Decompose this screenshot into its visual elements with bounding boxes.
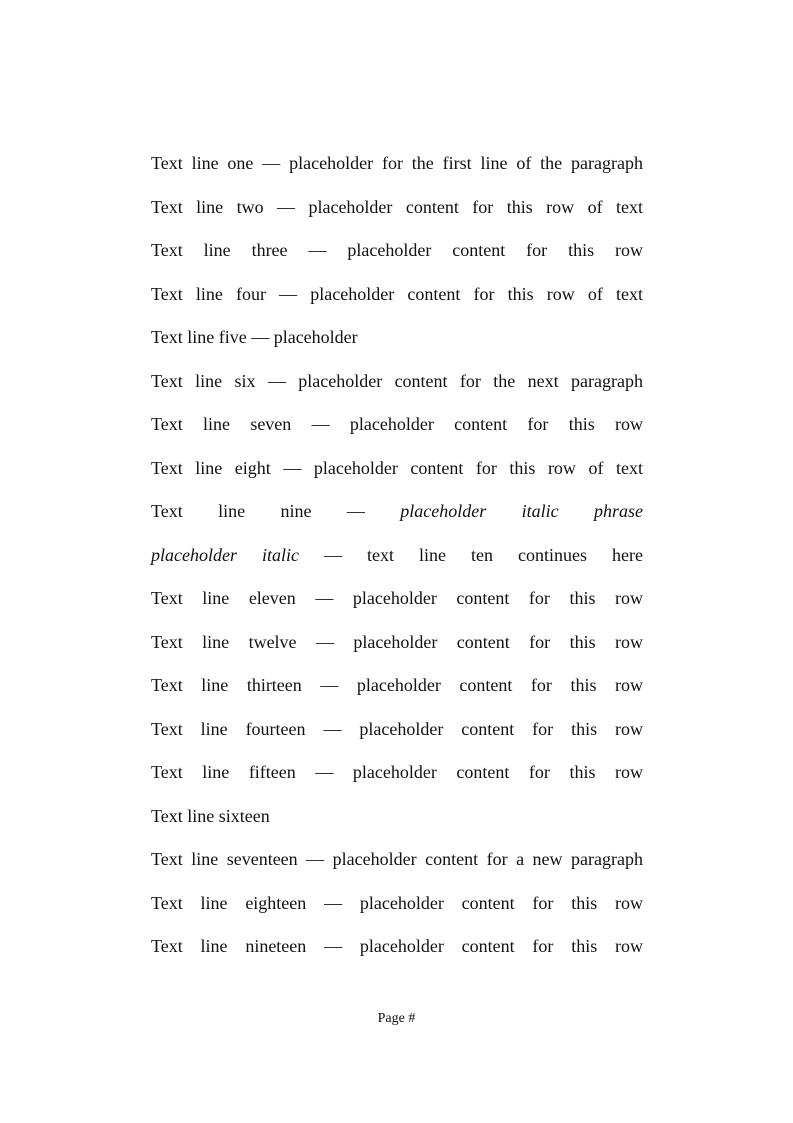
- text-line: [151, 150, 643, 176]
- text-line: [151, 194, 643, 220]
- text-segment: Text line eight — placeholder content for this row of text: [151, 457, 643, 478]
- text-line: [151, 716, 643, 742]
- text-line: [151, 542, 643, 568]
- text-segment: Text line seventeen — placeholder content for a new paragraph: [151, 849, 643, 869]
- text-line: [151, 890, 643, 916]
- text-line: [151, 672, 643, 698]
- text-segment: Text line one — placeholder for the first line of the paragraph: [151, 153, 643, 173]
- text-segment: — text line ten continues here: [298, 544, 643, 565]
- text-segment: Text line nineteen — placeholder content for this row: [151, 936, 643, 956]
- text-segment: Text line fourteen — placeholder content for this row: [151, 718, 643, 739]
- text-segment: Text line eleven — placeholder content for this row: [151, 588, 643, 608]
- text-segment: Text line thirteen — placeholder content for this row: [151, 675, 643, 695]
- page-number: Page #: [377, 1011, 416, 1026]
- text-line: [151, 368, 643, 394]
- text-line: [151, 803, 643, 829]
- text-line: [151, 455, 643, 481]
- text-segment: Text line three — placeholder content for this row: [151, 240, 643, 260]
- text-line: [151, 759, 643, 785]
- text-line: [151, 281, 643, 307]
- text-segment: Text line fifteen — placeholder content for this row: [151, 762, 643, 782]
- text-line: [151, 585, 643, 611]
- text-line: [151, 324, 643, 350]
- text-line: [151, 933, 643, 959]
- text-segment: Text line five — placeholder: [151, 327, 358, 347]
- text-line: [151, 629, 643, 655]
- text-segment: Text line sixteen: [151, 805, 270, 826]
- text-segment: Text line twelve — placeholder content for this row: [151, 631, 643, 652]
- text-segment: Text line two — placeholder content for this row of text: [151, 196, 643, 217]
- italic-text: placeholder italic phrase: [400, 501, 644, 521]
- text-segment: Text line eighteen — placeholder content for this row: [151, 892, 643, 913]
- text-line: [151, 411, 643, 437]
- text-segment: Text line six — placeholder content for the next paragraph: [151, 370, 643, 391]
- text-segment: Text line nine —: [151, 501, 401, 521]
- italic-text: placeholder italic: [151, 544, 299, 565]
- text-segment: Text line four — placeholder content for this row of text: [151, 283, 643, 304]
- text-line: [151, 498, 643, 524]
- text-segment: Text line seven — placeholder content for this row: [151, 414, 643, 434]
- text-line: [151, 846, 643, 872]
- text-line: [151, 237, 643, 263]
